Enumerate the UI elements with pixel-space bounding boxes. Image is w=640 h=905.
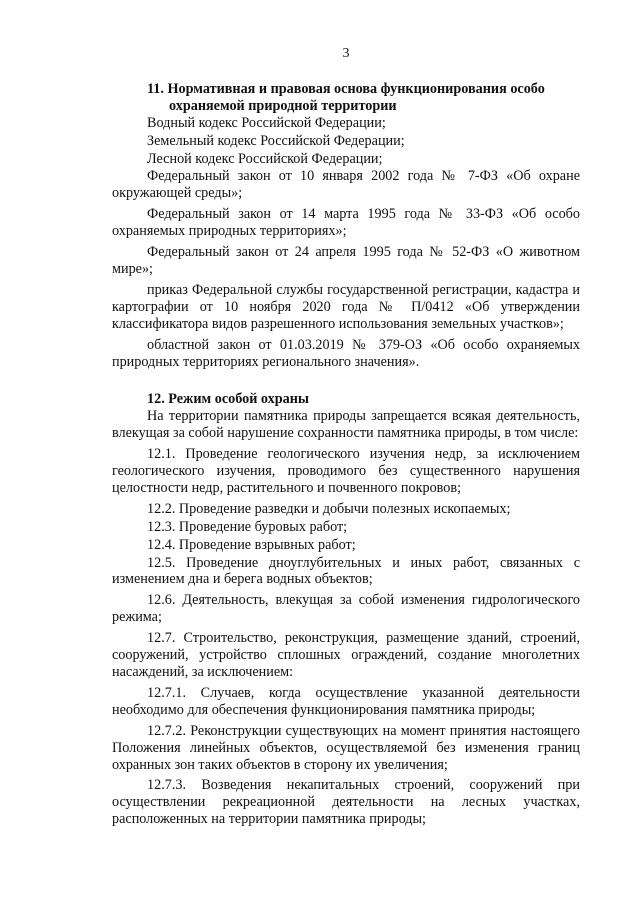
section-11 bbox=[112, 81, 580, 371]
paragraph: областной закон от 01.03.2019 № 379-ОЗ «Об особо охраняемых природных территориях регионального значения». bbox=[112, 336, 580, 370]
paragraph: Федеральный закон от 10 января 2002 года № 7-ФЗ «Об охране окружающей среды»; bbox=[112, 168, 580, 202]
paragraph: Федеральный закон от 14 марта 1995 года № 33-ФЗ «Об особо охраняемых природных территориях»; bbox=[112, 206, 580, 240]
paragraph: Водный кодекс Российской Федерации; bbox=[147, 114, 386, 131]
paragraph: 12.7. Строительство, реконструкция, размещение зданий, строений, сооружений, устройство сплошных ограждений, создание многолетних насаждений, за исключением: bbox=[112, 630, 580, 680]
section-11-title-line1: 11. Нормативная и правовая основа функционирования особо bbox=[147, 80, 545, 97]
paragraph: 12.5. Проведение дноуглубительных и иных работ, связанных с изменением дна и берега водных объектов; bbox=[112, 554, 580, 588]
page-number: 3 bbox=[342, 46, 350, 61]
paragraph: 12.3. Проведение буровых работ; bbox=[147, 518, 348, 535]
paragraph: Земельный кодекс Российской Федерации; bbox=[147, 132, 405, 149]
section-11-title-line2: охраняемой природной территории bbox=[169, 97, 397, 114]
section-12 bbox=[112, 391, 580, 828]
paragraph: На территории памятника природы запрещается всякая деятельность, влекущая за собой нарушение сохранности памятника природы, в том числе: bbox=[112, 408, 580, 442]
paragraph: 12.4. Проведение взрывных работ; bbox=[147, 536, 356, 553]
paragraph: 12.6. Деятельность, влекущая за собой изменения гидрологического режима; bbox=[112, 592, 580, 626]
paragraph: 12.7.2. Реконструкции существующих на момент принятия настоящего Положения линейных объектов, осуществляемой без изменения границ охранных зон таких объектов в сторону их увеличения; bbox=[112, 722, 580, 773]
paragraph: приказ Федеральной службы государственной регистрации, кадастра и картографии от 10 ноября 2020 года № П/0412 «Об утверждении классификатора видов разрешенного использования земельных участков»; bbox=[112, 281, 580, 332]
paragraph: 12.2. Проведение разведки и добычи полезных ископаемых; bbox=[147, 500, 511, 517]
paragraph: Федеральный закон от 24 апреля 1995 года № 52-ФЗ «О животном мире»; bbox=[112, 244, 580, 277]
paragraph: 12.1. Проведение геологического изучения недр, за исключением геологического изучения, проводимого без существенного нарушения целостности недр, растительного и почвенного покровов; bbox=[112, 446, 580, 496]
section-12-title: 12. Режим особой охраны bbox=[147, 391, 310, 408]
section-spacer bbox=[112, 374, 580, 391]
paragraph: 12.7.3. Возведения некапитальных строений, сооружений при осуществлении рекреационной деятельности на лесных участках, расположенных на территории памятника природы; bbox=[112, 777, 580, 828]
paragraph: Лесной кодекс Российской Федерации; bbox=[147, 150, 383, 167]
section-11-title bbox=[112, 81, 580, 115]
paragraph: 12.7.1. Случаев, когда осуществление указанной деятельности необходимо для обеспечения функционирования памятника природы; bbox=[112, 684, 580, 718]
